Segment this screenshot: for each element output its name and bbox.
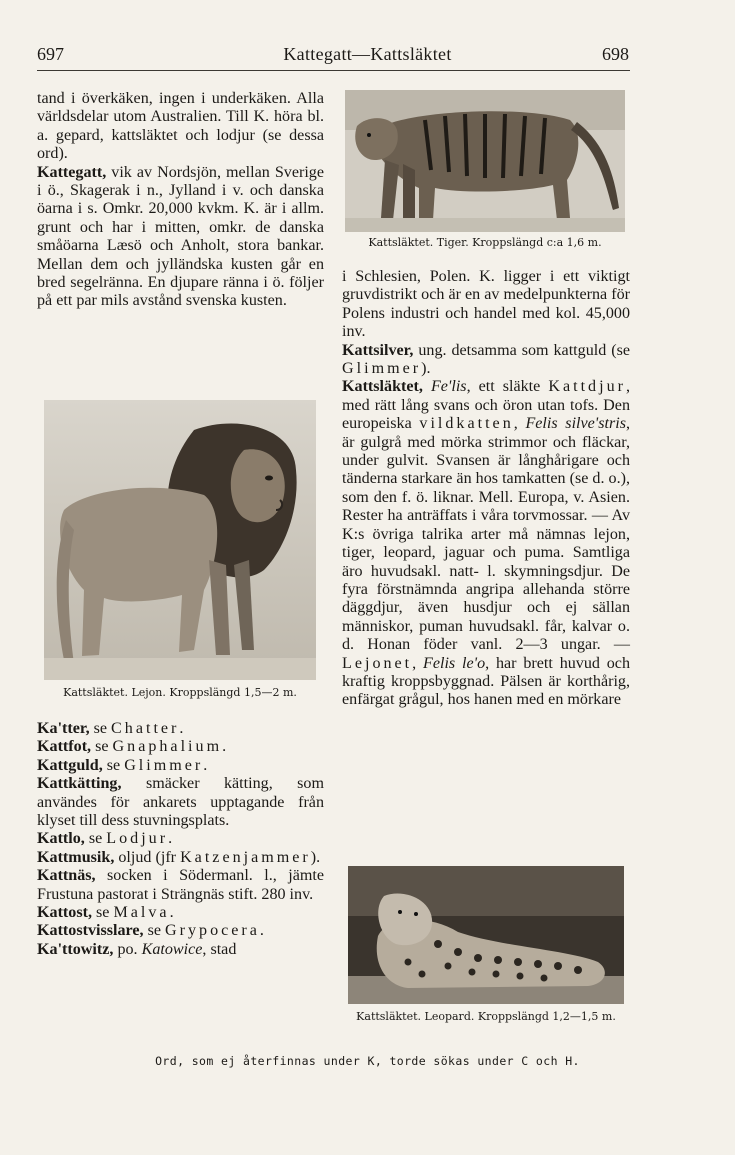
entry-kattfot [37, 738, 324, 756]
entry-text: , ett släkte [466, 378, 549, 396]
entry-text: vik av Nordsjön, mellan Sverige i ö., Skagerak i n., Jylland i v. och danska öarna i s. Omkr. 20,000 kvkm. K. är i allm. grunt och har i mitten, omkr. de danska småöarna Læsö och Anholt, stora bankar. Mellan dem och jylländska kusten går en bred segelränna. En djupare ränna i ö. följer på ett par mils avstånd svenska kusten. [37, 163, 324, 310]
entry-kattmusik [37, 849, 324, 867]
cross-reference: Katzenjammer [180, 848, 311, 866]
entry-kattkatting [37, 775, 324, 830]
left-column [37, 90, 324, 311]
paragraph-kattowitz-cont: i Schlesien, Polen. K. ligger i ett viktigt gruvdistrikt och är en av medelpunkterna för Polens industri och handel med kol. 45,000 inv. [342, 268, 630, 341]
entry-text: ). [421, 360, 431, 378]
tiger-caption: Kattsläktet. Tiger. Kroppslängd c:a 1,6 m. [368, 236, 602, 249]
headword: Kattfot, [37, 738, 92, 756]
cross-reference: Katowice [141, 940, 203, 958]
tiger-figure [345, 90, 625, 250]
leopard-photo [348, 866, 624, 1004]
headword: Kattkätting, [37, 775, 122, 793]
entry-text: oljud (jfr [114, 848, 181, 866]
entry-text: , är gulgrå med mörka strimmor och fläckar, under gulvit. Svansen är långhårigare och tänderna starkare än hos tamkatten (se d. o.), som den f. ö. liknar. Mell. Europa, v. Asien. Rester ha anträffats i våra torvmossar. — Av K:s övriga talrika arter må nämnas lejon, tiger, leopard, jaguar och puma. Samtliga äro huvudsakl. natt- l. skymningsdjur. De fyra förstnämnda angripa allehanda större däggdjur, även husdjur och ej sällan människor, puman huvudsakl. får, kalvar o. d. Honan föder vanl. 2—3 ungar. — [342, 415, 631, 654]
entry-kattostvisslare [37, 922, 324, 940]
entry-kattowitz [37, 941, 324, 959]
entry-text: se [84, 830, 107, 848]
entry-text: se [91, 904, 114, 922]
entry-text: ung. detsamma som kattguld (se [413, 341, 630, 359]
spaced-term: Kattdjur [548, 378, 626, 396]
headword: Kattost, [37, 904, 92, 922]
tiger-photo [345, 90, 625, 232]
entry-text: . [179, 720, 184, 737]
entry-text: se [102, 756, 125, 774]
cross-reference: Malva [113, 904, 170, 922]
cross-reference: Lodjur [106, 830, 169, 848]
leopard-caption: Kattsläktet. Leopard. Kroppslängd 1,2—1,5 m. [356, 1010, 616, 1023]
latin-name: Fe'lis [430, 378, 467, 396]
entry-text: . [259, 922, 264, 940]
headword: Kattostvisslare, [37, 922, 144, 940]
cross-reference: Glimmer [124, 756, 204, 774]
entry-katter [37, 720, 324, 738]
entry-text: se [91, 738, 113, 756]
entry-text: , [412, 654, 424, 672]
headword: Kattsilver, [342, 341, 414, 359]
entry-kattnas [37, 867, 324, 904]
headword: Kattegatt, [37, 163, 107, 181]
headword: Kattsläktet, [342, 378, 423, 396]
headword: Ka'ttowitz, [37, 940, 114, 958]
cross-reference: Glimmer [342, 360, 422, 378]
cross-reference: Chatter [111, 720, 180, 737]
entry-text: , stad [202, 940, 237, 958]
lion-figure [44, 400, 316, 700]
entry-text: socken i Södermanl. l., jämte Frustuna pastorat i Strängnäs stift. 280 inv. [37, 867, 324, 903]
entry-text: . [203, 756, 208, 774]
header-rule [37, 70, 630, 71]
entry-kattguld [37, 757, 324, 775]
lion-photo [44, 400, 316, 680]
running-header [0, 44, 735, 68]
headword: Ka'tter, [37, 720, 90, 737]
entry-text: , [513, 415, 526, 433]
lion-caption: Kattsläktet. Lejon. Kroppslängd 1,5—2 m. [63, 686, 297, 699]
paragraph-continued: tand i överkäken, ingen i underkäken. Alla världsdelar utom Australien. Till K. höra bl. a. gepard, kattsläktet och lodjur (se dessa ord). [37, 90, 324, 163]
spaced-term: Lejonet [342, 654, 413, 672]
spaced-term: vildkatten [419, 415, 514, 433]
entry-text: , har brett huvud och kraftig kroppsbyggnad. Pälsen är korthårig, enfärgat grågul, hos hanen med en mörkare [342, 654, 630, 709]
right-column [342, 268, 630, 710]
entry-kattsilver [342, 342, 630, 379]
cross-reference: Grypocera [165, 922, 260, 940]
entry-text: , med rätt lång svans och öron utan tofs. Den europeiska [342, 378, 631, 433]
entry-kattslaktet [342, 378, 630, 709]
entry-kattlo [37, 830, 324, 848]
headword: Kattnäs, [37, 867, 96, 885]
latin-name: Felis le'o [423, 654, 486, 672]
latin-name: Felis silve'stris [525, 415, 626, 433]
entry-text: . [168, 830, 173, 848]
footer-note: Ord, som ej återfinnas under K, torde sökas under C och H. [155, 1054, 580, 1068]
entry-kattegatt [37, 164, 324, 311]
left-column-lower [37, 720, 324, 959]
page-title: Kattegatt—Kattsläktet [283, 44, 452, 64]
entry-text: smäcker kätting, som användes för ankarets upptagande från klyset till dess stuvningsplats. [37, 775, 324, 830]
entry-text: po. [113, 940, 142, 958]
entry-kattost [37, 904, 324, 922]
page-number-left: 697 [37, 44, 64, 64]
entry-text: . [169, 904, 174, 922]
cross-reference: Gnaphalium [112, 738, 223, 756]
entry-text: se [143, 922, 165, 940]
page-number-right: 698 [602, 44, 629, 64]
entry-text: . [222, 738, 227, 756]
headword: Kattguld, [37, 756, 103, 774]
entry-text: se [89, 720, 112, 737]
headword: Kattlo, [37, 830, 85, 848]
entry-text: ). [310, 848, 321, 866]
headword: Kattmusik, [37, 848, 115, 866]
leopard-figure [348, 866, 624, 1024]
